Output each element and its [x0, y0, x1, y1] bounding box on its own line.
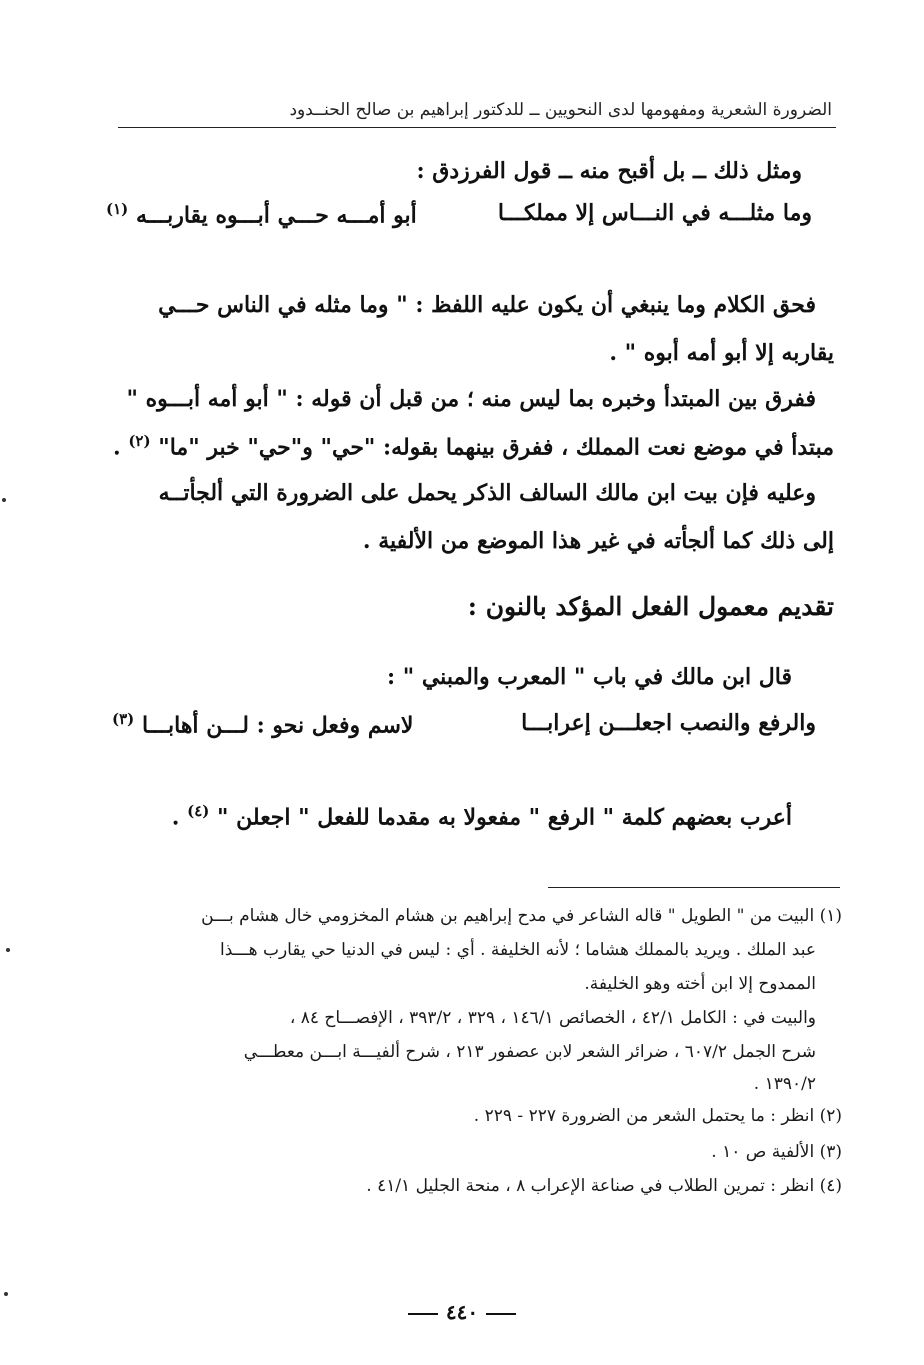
paragraph-line: إلى ذلك كما ألجأته في غير هذا الموضع من الألفية . [362, 528, 834, 554]
footnote-line: الممدوح إلا ابن أخته وهو الخليفة. [584, 974, 816, 994]
intro-line: ومثل ذلك ــ بل أقبح منه ــ قول الفرزدق : [416, 158, 802, 184]
footnote-line: عبد الملك . ويريد بالمملك هشاما ؛ لأنه الخليفة . أي : ليس في الدنيا حي يقارب هـــذا [220, 940, 816, 960]
paragraph-line-with-ref [113, 432, 834, 460]
scan-speck [6, 948, 10, 952]
paragraph-line: وعليه فإن بيت ابن مالك السالف الذكر يحمل على الضرورة التي ألجأتــه [158, 480, 816, 506]
verse1-second-half-group [106, 200, 417, 228]
verse1-second-half: أبو أمـــه حـــي أبـــوه يقاربـــه [135, 202, 417, 229]
footnote-ref-3: (٣) [112, 710, 135, 728]
footnote-line: (٢) انظر : ما يحتمل الشعر من الضرورة ٢٢٧ - ٢٢٩ . [473, 1106, 842, 1126]
header-rule [118, 127, 836, 128]
closing-tail: . [171, 804, 180, 831]
footnote-ref-1: (١) [106, 200, 129, 218]
footnote-line: ١٣٩٠/٢ . [753, 1074, 816, 1094]
page-number-group [0, 1300, 924, 1324]
page-number-dash-right [408, 1313, 438, 1315]
footnote-rule [548, 887, 840, 888]
closing-line: أعرب بعضهم كلمة " الرفع " مفعولا به مقدما للفعل " اجعلن " [217, 804, 792, 831]
running-head: الضرورة الشعرية ومفهومها لدى النحويين ــ للدكتور إبراهيم بن صالح الحنــدود [289, 100, 832, 120]
scan-speck [2, 498, 6, 502]
quote-intro: قال ابن مالك في باب " المعرب والمبني " : [386, 664, 792, 690]
page-number-dash-left [486, 1313, 516, 1315]
paragraph-line: فحق الكلام وما ينبغي أن يكون عليه اللفظ : " وما مثله في الناس حـــي [158, 292, 816, 318]
verse2-second-half-group [112, 710, 413, 738]
footnote-line: والبيت في : الكامل ٤٢/١ ، الخصائص ١٤٦/١ ، ٣٢٩ ، ٣٩٣/٢ ، الإفصـــاح ٨٤ ، [289, 1008, 816, 1028]
paragraph-line: يقاربه إلا أبو أمه أبوه " . [609, 340, 834, 366]
footnote-line: (١) البيت من " الطويل " قاله الشاعر في مدح إبراهيم بن هشام المخزومي خال هشام بـــن [201, 906, 842, 926]
scan-speck [4, 1292, 8, 1296]
verse2-second-half: لاسم وفعل نحو : لـــن أهابـــا [141, 712, 414, 739]
footnote-ref-4: (٤) [187, 802, 210, 820]
closing-line-group [172, 802, 792, 830]
footnote-line: شرح الجمل ٦٠٧/٢ ، ضرائر الشعر لابن عصفور ٢١٣ ، شرح ألفيـــة ابـــن معطـــي [243, 1042, 816, 1062]
verse1-first-half: وما مثلـــه في النـــاس إلا مملكـــا [497, 200, 812, 226]
footnote-line: (٤) انظر : تمرين الطلاب في صناعة الإعراب ٨ ، منحة الجليل ٤١/١ . [366, 1176, 842, 1196]
footnote-line: (٣) الألفية ص ١٠ . [711, 1142, 842, 1162]
footnote-ref-2: (٢) [128, 432, 151, 450]
section-heading: تقديم معمول الفعل المؤكد بالنون : [467, 592, 834, 621]
paragraph-tail: . [112, 434, 121, 461]
page-number: ٤٤٠ [445, 1300, 479, 1324]
paragraph-line: ففرق بين المبتدأ وخبره بما ليس منه ؛ من قبل أن قوله : " أبو أمه أبـــوه " [126, 386, 816, 412]
paragraph-text: مبتدأ في موضع نعت المملك ، ففرق بينهما بقوله: "حي" و"حي" خبر "ما" [158, 434, 834, 461]
verse2-first-half: والرفع والنصب اجعلـــن إعرابـــا [521, 710, 816, 736]
